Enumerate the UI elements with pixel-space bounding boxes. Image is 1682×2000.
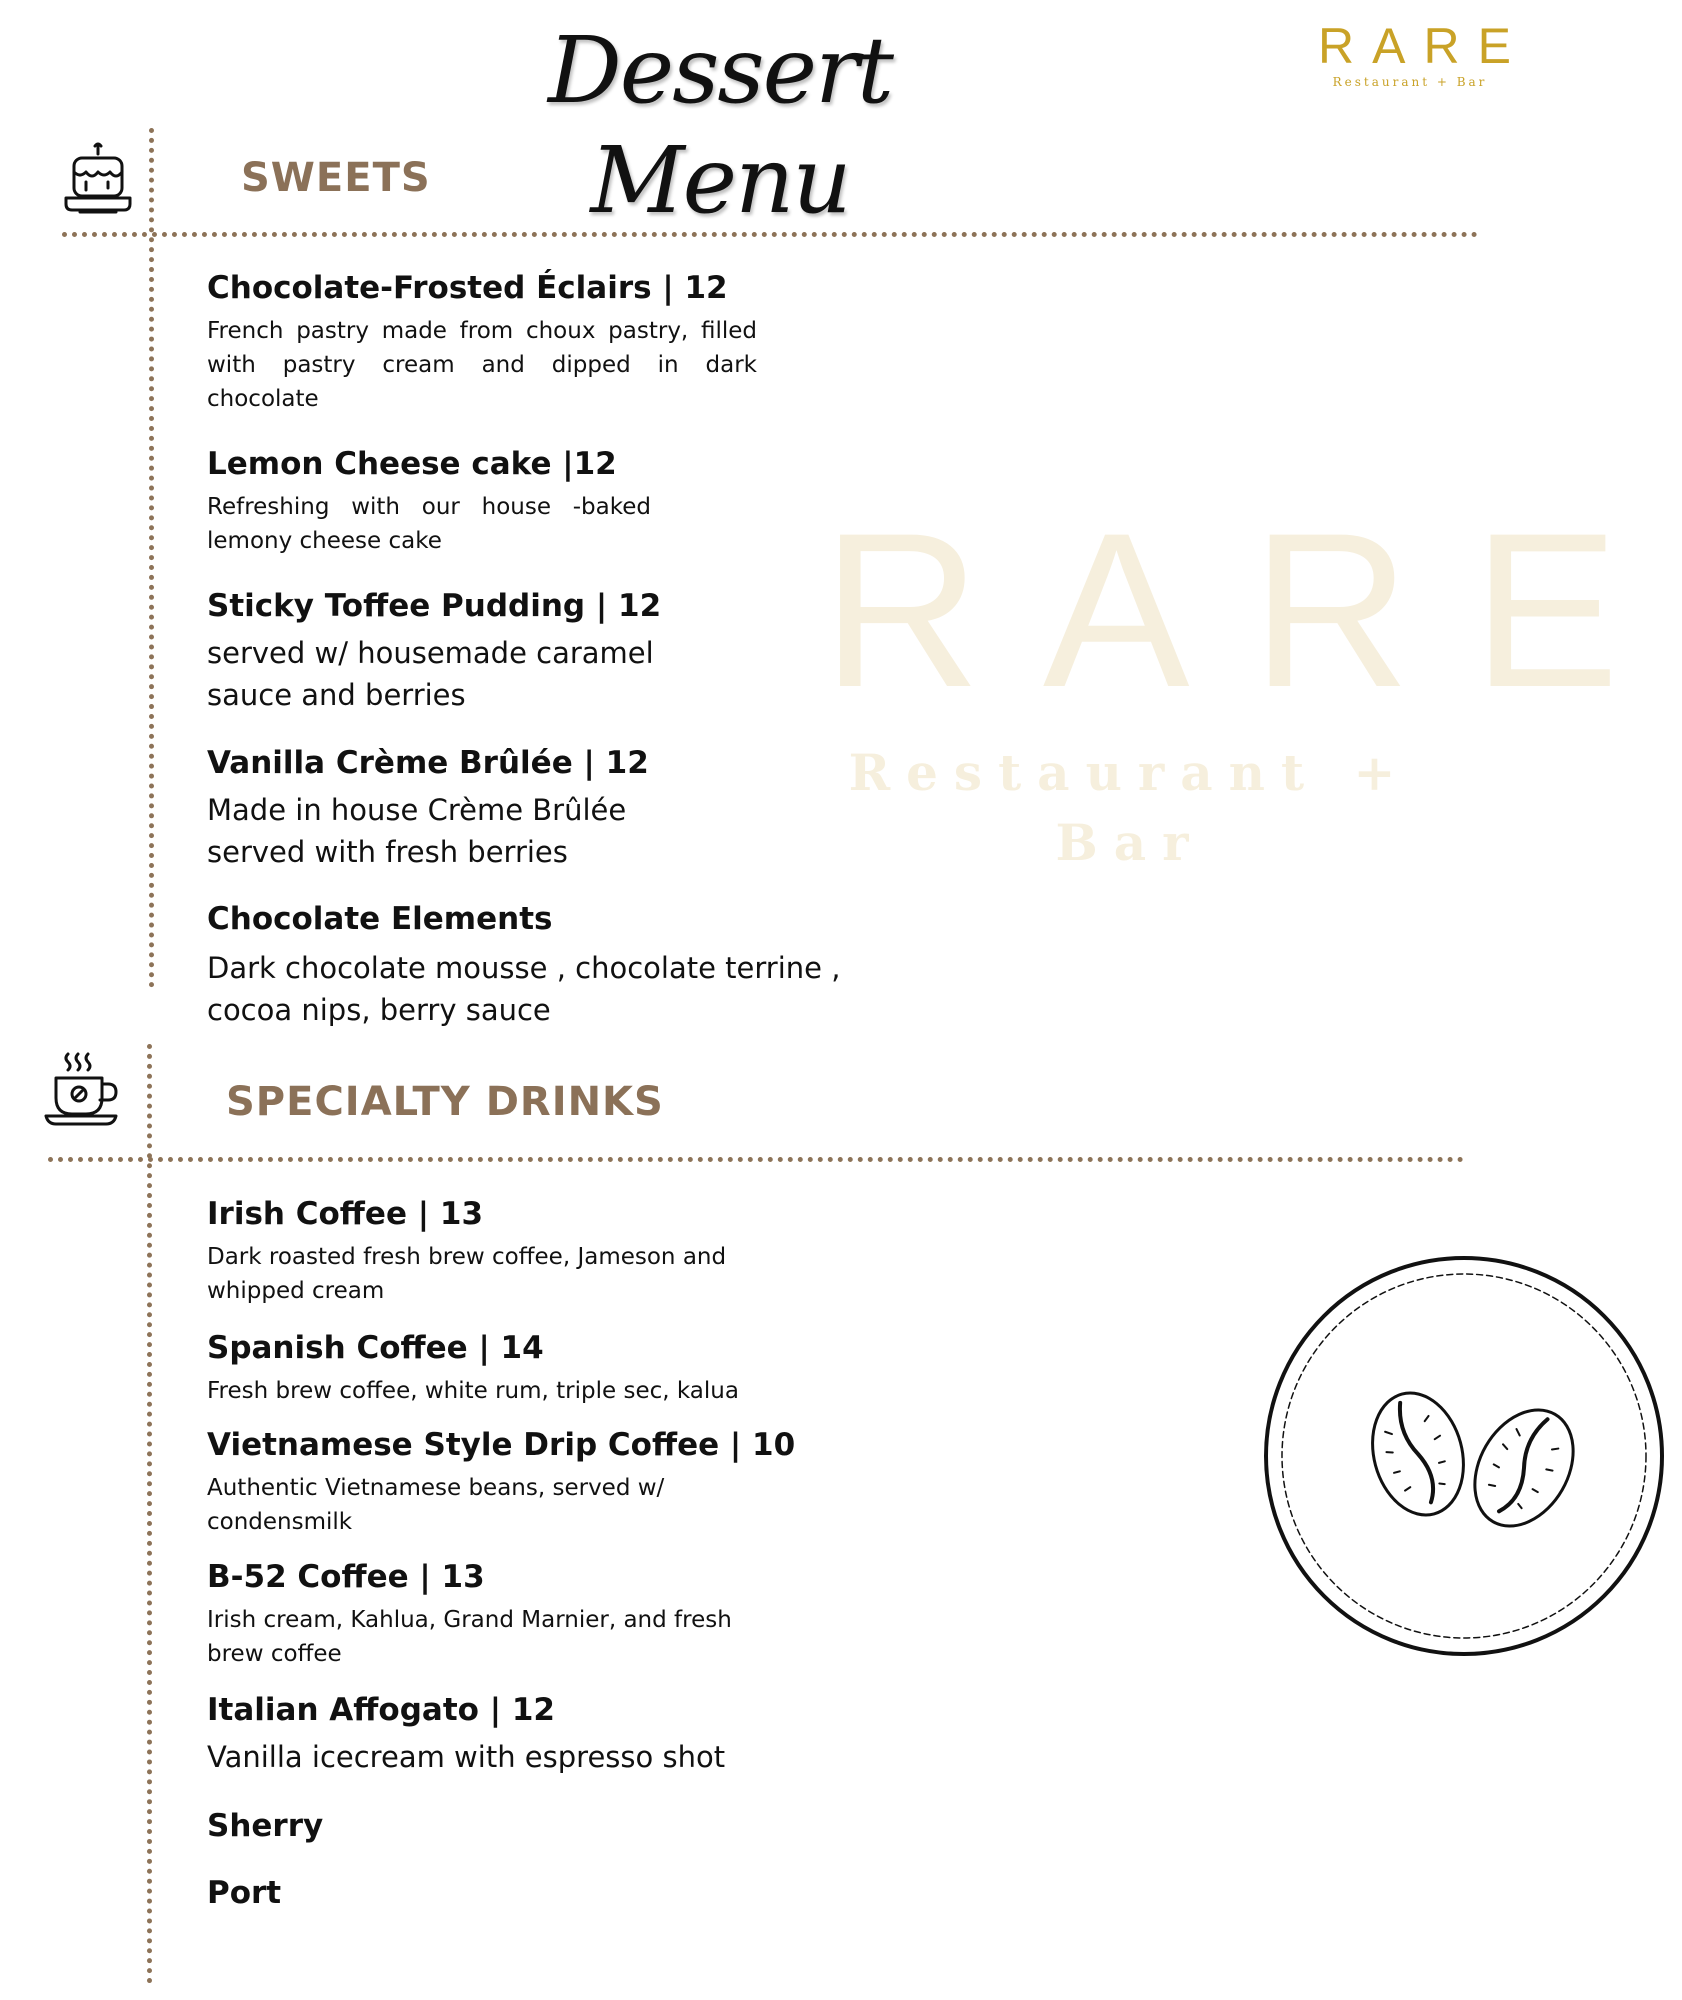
description-line: Fresh brew coffee, white rum, triple sec, kalua xyxy=(207,1378,739,1404)
logo-wordmark: RARE xyxy=(1318,18,1529,74)
description-line: served w/ housemade caramel xyxy=(207,636,654,670)
restaurant-logo xyxy=(1300,18,1529,90)
menu-item-name: Sticky Toffee Pudding | 12 xyxy=(207,588,662,624)
menu-item-name: Vanilla Crème Brûlée | 12 xyxy=(207,745,649,781)
menu-item-description xyxy=(207,1471,664,1539)
watermark xyxy=(760,487,1682,878)
description-line: chocolate xyxy=(207,386,319,412)
menu-item-name: B-52 Coffee | 13 xyxy=(207,1559,485,1595)
menu-item-name: Irish Coffee | 13 xyxy=(207,1196,484,1232)
menu-item-name: Port xyxy=(207,1875,282,1911)
menu-item-description xyxy=(207,1603,732,1671)
description-line: French pastry made from choux pastry, filled xyxy=(207,318,757,344)
logo-tagline: Restaurant + Bar xyxy=(1332,75,1488,89)
description-line: Dark chocolate mousse , chocolate terrine , xyxy=(207,951,841,985)
description-line: Irish cream, Kahlua, Grand Marnier, and fresh xyxy=(207,1607,732,1633)
description-line: Made in house Crème Brûlée xyxy=(207,793,627,827)
sweets-heading: SWEETS xyxy=(241,155,431,201)
watermark-wordmark: RARE xyxy=(822,487,1682,733)
menu-item-description xyxy=(207,314,757,416)
menu-item-description xyxy=(207,1736,725,1778)
description-line: brew coffee xyxy=(207,1641,342,1667)
drinks-heading: SPECIALTY DRINKS xyxy=(226,1079,664,1125)
coffee-cup-icon xyxy=(44,1050,124,1130)
menu-item-description xyxy=(207,789,626,873)
description-line: with pastry cream and dipped in dark xyxy=(207,352,757,378)
description-line: Authentic Vietnamese beans, served w/ xyxy=(207,1475,665,1501)
menu-item-name: Sherry xyxy=(207,1808,324,1844)
menu-item-name: Spanish Coffee | 14 xyxy=(207,1330,544,1366)
menu-item-name: Chocolate-Frosted Éclairs | 12 xyxy=(207,270,728,306)
watermark-tagline: Restaurant + Bar xyxy=(848,743,1412,872)
description-line: lemony cheese cake xyxy=(207,528,442,554)
menu-item-description xyxy=(207,1374,739,1408)
description-line: whipped cream xyxy=(207,1278,385,1304)
description-line: Vanilla icecream with espresso shot xyxy=(207,1740,726,1774)
cake-icon xyxy=(60,142,136,218)
menu-item-description xyxy=(207,632,654,716)
sweets-vertical-divider xyxy=(149,128,154,988)
menu-item-description xyxy=(207,490,651,558)
menu-item-name: Vietnamese Style Drip Coffee | 10 xyxy=(207,1427,796,1463)
description-line: Refreshing with our house -baked xyxy=(207,494,651,520)
description-line: sauce and berries xyxy=(207,678,466,712)
description-line: served with fresh berries xyxy=(207,835,568,869)
coffee-beans-plate-icon xyxy=(1262,1254,1545,1658)
menu-item-description xyxy=(207,947,840,1031)
menu-title: Dessert Menu xyxy=(547,17,893,234)
sweets-horizontal-divider xyxy=(62,232,1478,237)
description-line: condensmilk xyxy=(207,1509,353,1535)
description-line: Dark roasted fresh brew coffee, Jameson and xyxy=(207,1244,727,1270)
menu-item-name: Lemon Cheese cake |12 xyxy=(207,446,617,482)
description-line: cocoa nips, berry sauce xyxy=(207,993,551,1027)
drinks-horizontal-divider xyxy=(48,1157,1464,1162)
menu-item-description xyxy=(207,1240,726,1308)
menu-item-name: Chocolate Elements xyxy=(207,901,553,937)
drinks-vertical-divider xyxy=(147,1044,152,1984)
menu-item-name: Italian Affogato | 12 xyxy=(207,1692,555,1728)
